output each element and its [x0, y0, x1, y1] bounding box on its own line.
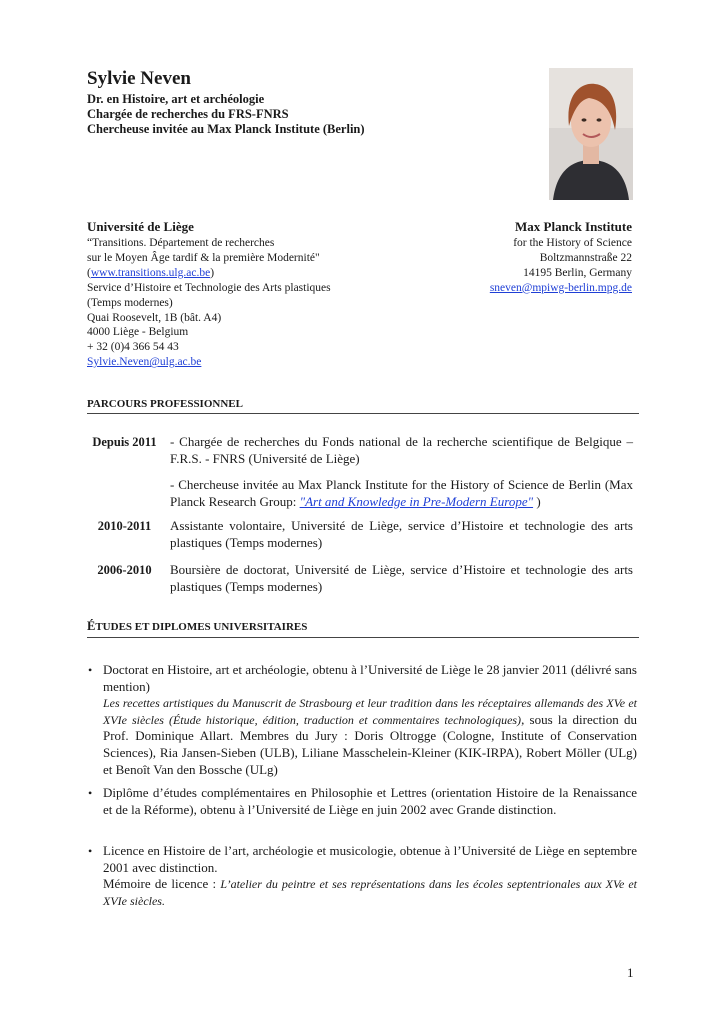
career-entry: Assistante volontaire, Université de Liège, service d’Histoire et technologie des arts plastiques (Temps modernes) — [170, 518, 633, 550]
profile-photo — [549, 68, 633, 200]
career-entry: Boursière de doctorat, Université de Liège, service d’Histoire et technologie des arts plastiques (Temps modernes) — [170, 562, 633, 594]
career-date: 2010-2011 — [97, 519, 152, 533]
mpiwg-email-link[interactable]: sneven@mpiwg-berlin.mpg.de — [489, 281, 632, 294]
career-entry-text: - Chercheuse invitée au Max Planck Institute for the History of Science de Berlin (Max Planck Research Group: — [170, 477, 633, 509]
left-address-block — [87, 218, 417, 370]
paren: ) — [210, 266, 215, 279]
address-line: (Temps modernes) — [87, 296, 173, 309]
right-institution: Max Planck Institute — [515, 219, 632, 234]
career-date: Depuis 2011 — [92, 435, 157, 449]
address-line: Boltzmannstraße 22 — [539, 251, 632, 264]
education-entry — [103, 662, 637, 778]
research-group-link[interactable]: "Art and Knowledge in Pre-Modern Europe" — [299, 494, 534, 509]
phone-number: + 32 (0)4 366 54 43 — [87, 341, 179, 354]
bullet: • — [88, 844, 93, 858]
career-entry-text: ) — [533, 494, 541, 509]
section-heading-education — [87, 619, 639, 638]
paren: ( — [87, 266, 91, 279]
transitions-website-link[interactable]: www.transitions.ulg.ac.be — [90, 266, 211, 279]
cv-name: Sylvie Neven — [87, 68, 191, 89]
page-number: 1 — [627, 965, 634, 980]
education-entry: Diplôme d’études complémentaires en Philosophie et Lettres (orientation Histoire de la Renaissance et de la Réforme), obtenu à l’Université de Liège en juin 2002 avec Grande distinction. — [103, 785, 637, 817]
memoire-title: L’atelier du peintre et ses représentations dans les écoles septentrionales aux XVe et XVIe siècles. — [103, 877, 637, 908]
address-line: sur le Moyen Âge tardif & la première Modernité" — [87, 251, 320, 264]
title-degree: Dr. en Histoire, art et archéologie — [87, 92, 265, 106]
career-entry: - Chargée de recherches du Fonds national de la recherche scientifique de Belgique – F.R.S. - FNRS (Université de Liège) — [170, 434, 633, 466]
address-line: Service d’Histoire et Technologie des Arts plastiques — [87, 281, 331, 294]
section-title-rest: TUDES ET DIPLOMES UNIVERSITAIRES — [95, 621, 308, 633]
address-line: “Transitions. Département de recherches — [87, 237, 275, 249]
address-line: 4000 Liège - Belgium — [87, 326, 189, 339]
education-entry — [103, 843, 637, 909]
address-line: Quai Roosevelt, 1B (bât. A4) — [87, 311, 222, 324]
ulg-email-link[interactable]: Sylvie.Neven@ulg.ac.be — [87, 356, 202, 369]
thesis-title: Les recettes artistiques du Manuscrit de Strasbourg et leur tradition dans les réceptaires allemands des XVe et XVIe siècles (Étude historique, édition, traduction et commentaires technologiques) — [103, 696, 637, 727]
bullet: • — [88, 786, 93, 800]
degree-text: Doctorat en Histoire, art et archéologie, obtenu à l’Université de Liège le 28 janvier 2011 (délivré sans mention) — [103, 662, 637, 694]
address-line: 14195 Berlin, Germany — [523, 266, 632, 279]
memoire-label: Mémoire de licence : — [103, 876, 221, 892]
title-guest-position: Chercheuse invitée au Max Planck Institute (Berlin) — [87, 122, 365, 136]
career-entry — [170, 476, 633, 510]
right-address-block — [372, 218, 632, 296]
bullet: • — [88, 663, 93, 677]
section-initial: É — [87, 619, 96, 633]
career-date: 2006-2010 — [97, 563, 152, 577]
left-institution: Université de Liège — [87, 219, 194, 234]
address-line: for the History of Science — [513, 237, 632, 249]
website-line — [87, 266, 417, 281]
section-heading-career: PARCOURS PROFESSIONNEL — [87, 398, 639, 414]
title-position: Chargée de recherches du FRS-FNRS — [87, 107, 289, 121]
degree-details: , sous la direction du Prof. Dominique Allart. Membres du Jury : Doris Oltrogge (Cologne, Institute of Conservation Sciences), Ria Jansen-Sieben (ULB), Liliane Masschelein-Kleiner (KIK-IRPA), Robert Möller (ULg) et Benoît Van den Bossche (ULg) — [103, 711, 637, 777]
degree-text: Licence en Histoire de l’art, archéologie et musicologie, obtenue à l’Université de Liège en septembre 2001 avec distinction. — [103, 843, 637, 875]
